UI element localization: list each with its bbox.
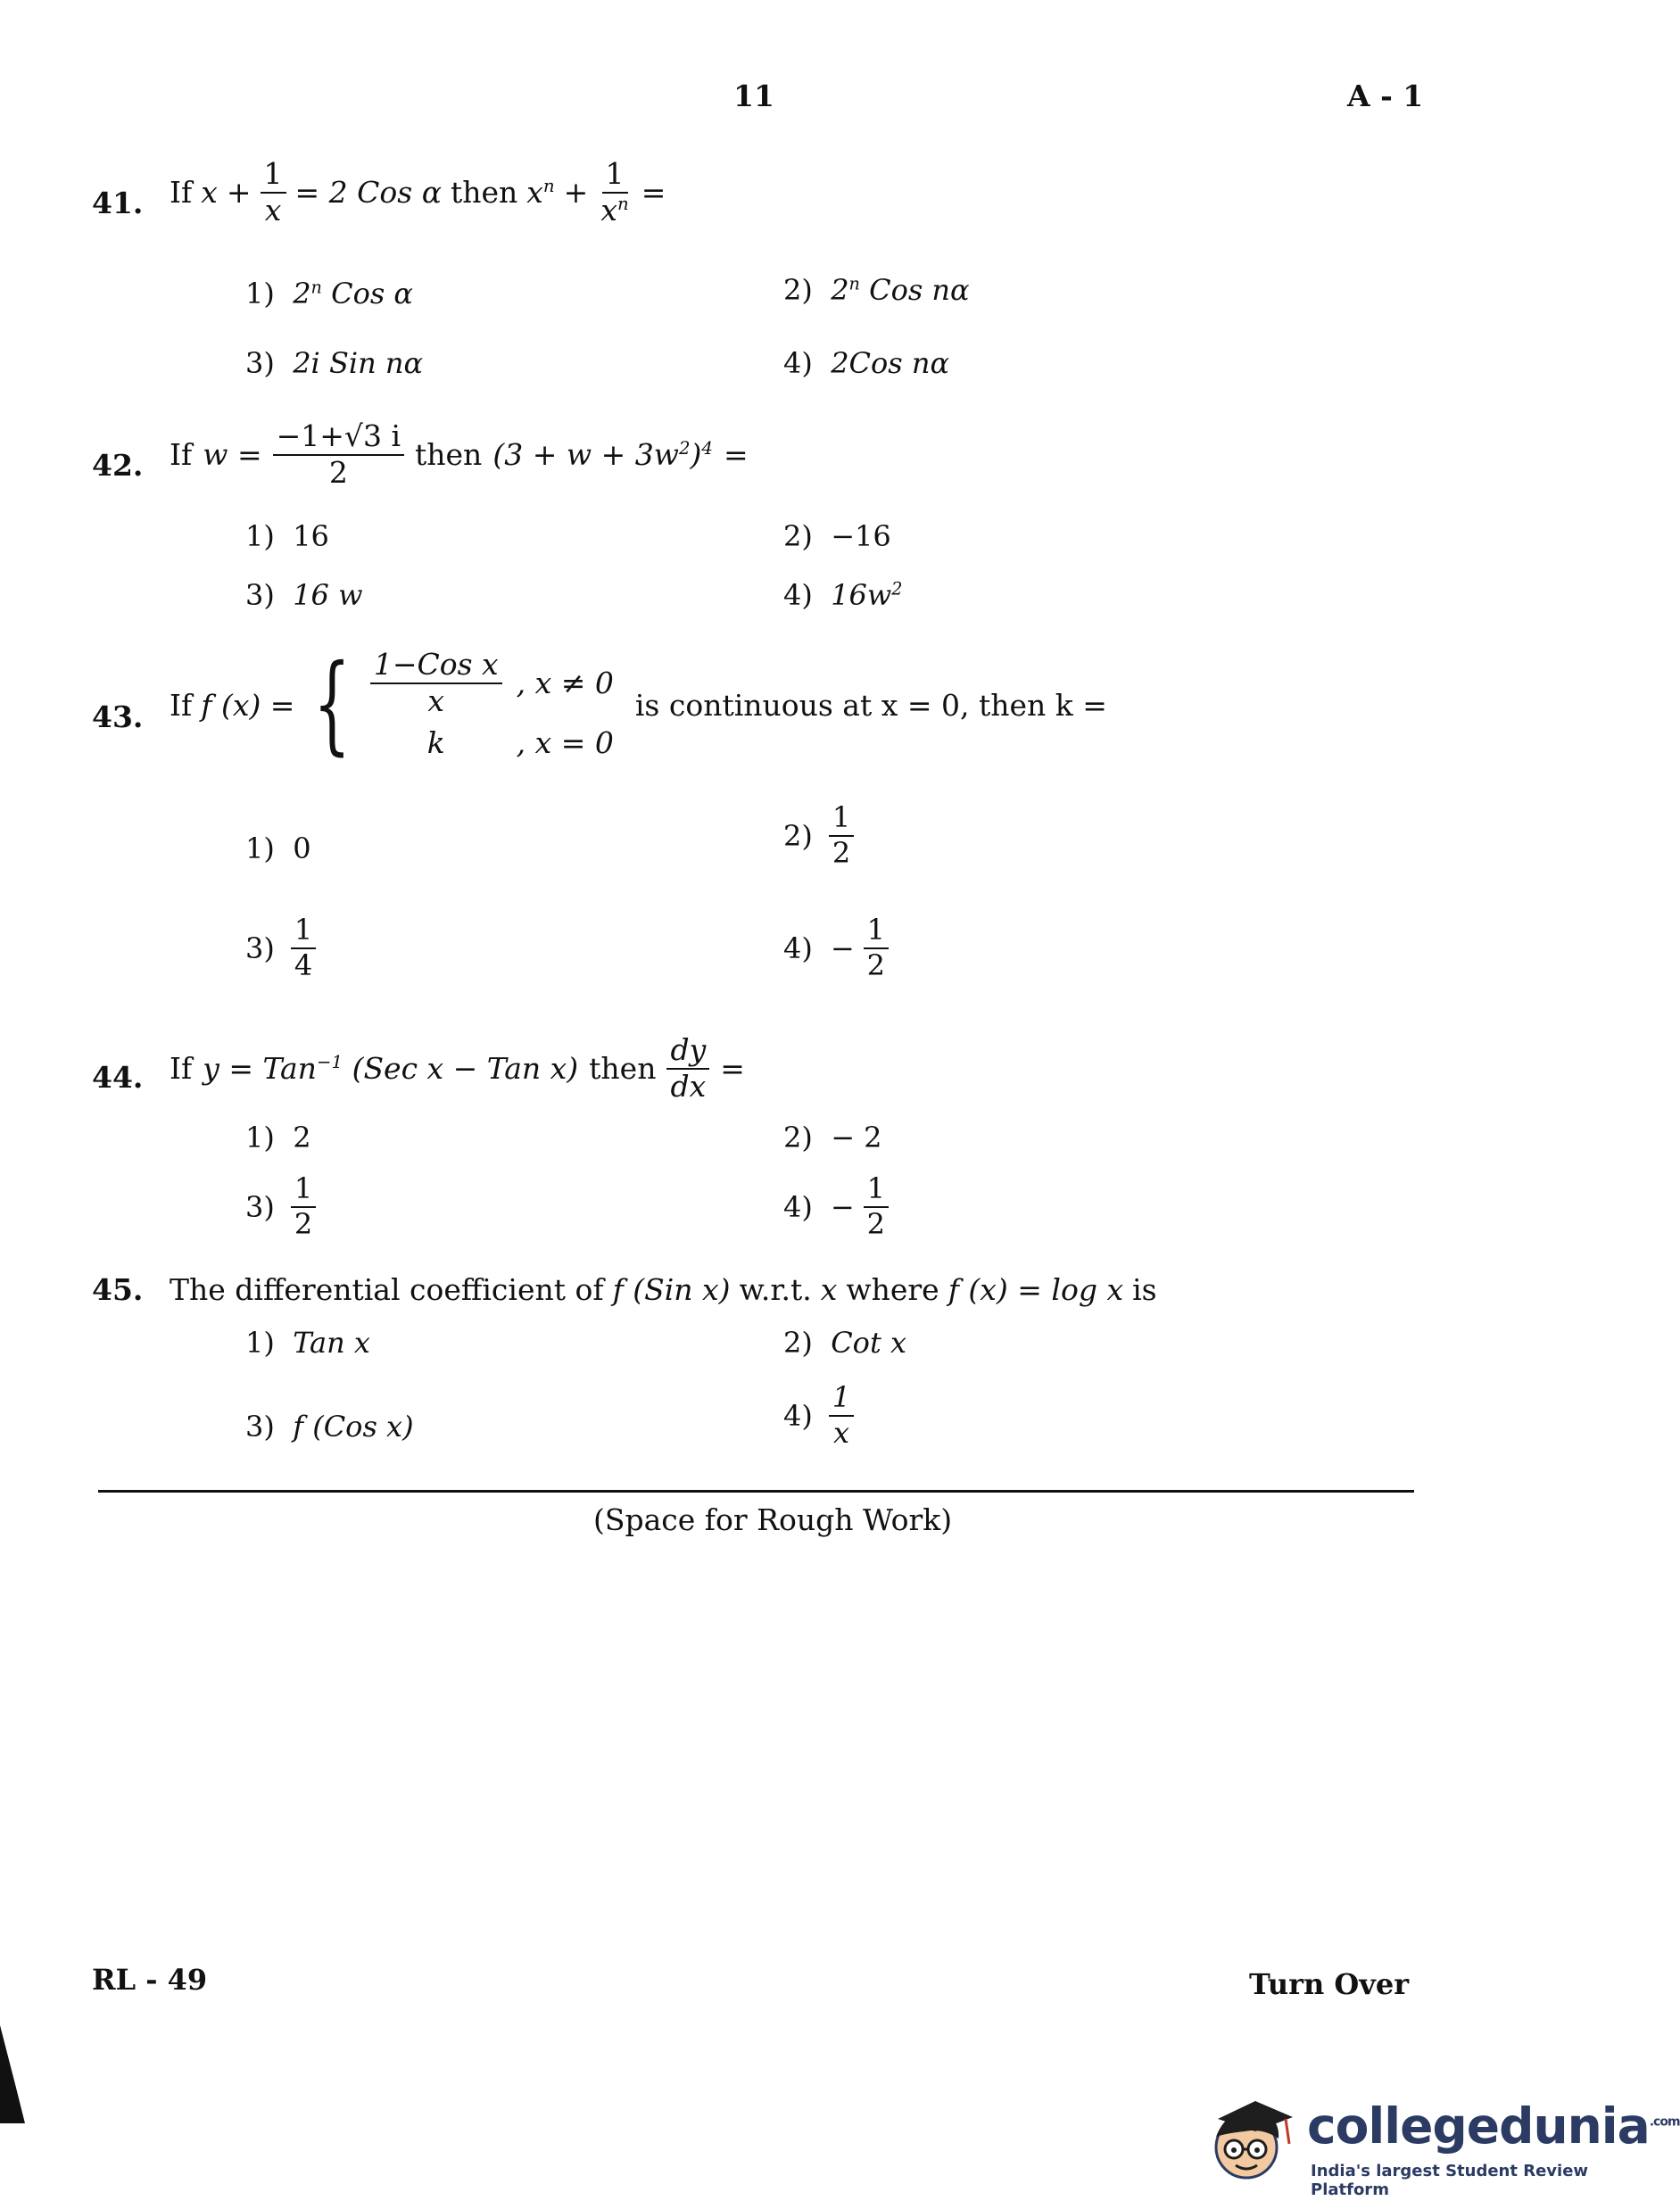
question-text: If x + $\frac{1}{x}$ = 2 Cos α then $x^n$ + $\frac{1}{x^n}$ = <box>170 156 666 228</box>
option: 4) 2Cos nα <box>783 346 950 380</box>
option: 3) $\frac{1}{2}$ <box>245 1174 316 1239</box>
option: 3) 2i Sin nα <box>245 346 424 380</box>
piecewise-cases: $\frac{\text{1−Cos x}}{x}$ , x ≠ 0 k , x = 0 <box>370 649 614 760</box>
page-number: 11 <box>733 79 774 113</box>
option: 4) − $\frac{1}{2}$ <box>783 1174 889 1239</box>
fraction: $\frac{-1+√3 i}{2}$ <box>273 421 404 488</box>
collegedunia-logo <box>1200 2092 1680 2199</box>
option: 1) 2 <box>245 1121 311 1154</box>
left-brace: { <box>313 642 352 767</box>
question-number: 42. <box>92 448 144 483</box>
fraction: $\frac{1}{x^n}$ <box>600 156 629 228</box>
option: 1) Tan x <box>245 1326 370 1360</box>
fraction: $\frac{1}{x}$ <box>261 159 286 226</box>
mascot-icon <box>1200 2092 1298 2195</box>
option: 2) $\frac{1}{2}$ <box>783 803 854 868</box>
question-number: 45. <box>92 1272 144 1307</box>
option: 3) 16 w <box>245 578 363 612</box>
question-number: 44. <box>92 1060 144 1095</box>
fraction: $\frac{dy}{dx}$ <box>666 1035 709 1102</box>
question-text: If f (x) = { $\frac{\text{1−Cos x}}{x}$ , x ≠ 0 k , x = 0 is continuous at x = 0, then k = <box>170 642 1107 767</box>
option: 1) 2$^n$ Cos α <box>245 277 414 310</box>
question-text: If w = $\frac{-1+√3 i}{2}$ then $(3 + w + 3w^2)^4$ = <box>170 418 749 490</box>
option: 1) 0 <box>245 831 311 865</box>
question-text: The differential coefficient of f (Sin x) w.r.t. x where f (x) = log x is <box>170 1272 1157 1307</box>
footer-code: RL - 49 <box>92 1963 208 1997</box>
option: 2) Cot x <box>783 1326 907 1360</box>
option: 3) f (Cos x) <box>245 1410 414 1444</box>
option: 4) − $\frac{1}{2}$ <box>783 915 889 980</box>
divider-line <box>98 1490 1414 1493</box>
page-corner-mark <box>0 2007 36 2123</box>
option: 1) 16 <box>245 519 329 553</box>
rough-work-label: (Space for Rough Work) <box>593 1502 953 1537</box>
option: 4) $\frac{1}{x}$ <box>783 1383 854 1448</box>
option: 2) − 2 <box>783 1121 882 1154</box>
turn-over-label: Turn Over <box>1249 1967 1410 2001</box>
question-number: 41. <box>92 186 144 220</box>
option: 4) $16w^2$ <box>783 578 903 612</box>
option: 2) 2$^n$ Cos nα <box>783 273 970 307</box>
question-text: If y = Tan$^{-1}$ (Sec x − Tan x) then $\frac{dy}{dx}$ = <box>170 1032 745 1104</box>
question-number: 43. <box>92 699 144 734</box>
option: 3) $\frac{1}{4}$ <box>245 915 316 980</box>
brand-name: collegedunia <box>1307 2097 1650 2155</box>
brand-suffix: .com <box>1649 2114 1680 2130</box>
brand-tagline: India's largest Student Review Platform <box>1311 2162 1589 2199</box>
paper-code: A - 1 <box>1347 79 1424 113</box>
option: 2) −16 <box>783 519 891 553</box>
